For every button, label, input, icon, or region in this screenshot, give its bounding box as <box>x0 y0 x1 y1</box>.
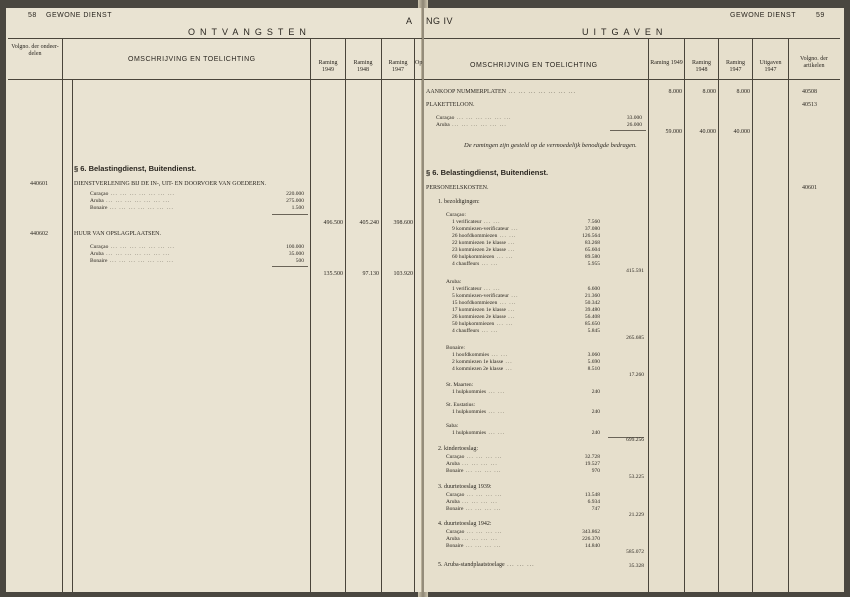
left-page <box>6 8 422 592</box>
col-head-uitgaven-1947: Uitgaven 1947 <box>759 60 782 73</box>
item-lines <box>90 191 308 212</box>
column-divider <box>345 38 346 592</box>
row-title: PERSONEELSKOSTEN. <box>426 185 489 191</box>
column-divider <box>684 38 685 592</box>
section-title-ontvangsten: ONTVANGSTEN <box>188 27 311 37</box>
section-heading-left: § 6. Belastingdienst, Buitendienst. <box>74 164 197 173</box>
sub-heading: 5. Aruba-standplaatstoelage ... ... ... <box>438 562 535 568</box>
column-divider <box>752 38 753 592</box>
table-header-rule <box>8 79 422 80</box>
item-line: Curaçao ... ... ... ... ... ... 33.000 <box>436 115 642 121</box>
staff-line: 4 chauffeurs ... ... 5.955 <box>452 261 600 267</box>
item-line: Curaçao ... ... ... ... ... ... ... 220.000 <box>90 191 304 197</box>
sub-heading: 4. duurtetoeslag 1942: <box>438 521 492 527</box>
staff-line: 23 kommiezen 2e klasse ... 65.604 <box>452 247 600 253</box>
item-title: HUUR VAN OPSLAGPLAATSEN. <box>74 231 161 237</box>
item-lines <box>90 244 308 265</box>
col-head-volgno-artikelen: Volgno. der artikelen <box>800 56 828 69</box>
column-divider <box>414 38 415 592</box>
location-heading: St. Maarten: <box>446 382 474 388</box>
allowance-lines <box>446 454 600 475</box>
allowance-line: Curaçao ... ... ... ... 343.862 <box>446 529 600 535</box>
amount-1949: 496.500 <box>323 220 343 226</box>
allowance-line: Aruba ... ... ... ... 6.934 <box>446 499 600 505</box>
amount-1949: 8.000 <box>668 89 682 95</box>
item-line: Aruba ... ... ... ... ... ... ... 35.000 <box>90 251 304 257</box>
article-number: 40508 <box>802 89 817 95</box>
allowance-line: Curaçao ... ... ... ... 13.548 <box>446 492 600 498</box>
column-divider <box>381 38 382 592</box>
sub-heading: 3. duurtetoeslag 1939: <box>438 484 492 490</box>
staff-line: 1 verificateur ... ... 7.560 <box>452 219 600 225</box>
row-title: AANKOOP NUMMERPLATEN ... ... ... ... ... ... ... <box>426 89 576 95</box>
allowance-lines <box>446 492 600 513</box>
item-line: Bonaire ... ... ... ... ... ... ... 500 <box>90 258 304 264</box>
allowance-line: Aruba ... ... ... ... 19.527 <box>446 461 600 467</box>
amount-1947: 398.600 <box>393 220 413 226</box>
subtotal: 21.229 <box>628 512 644 518</box>
col-head-omschrijving: OMSCHRIJVING EN TOELICHTING <box>128 56 256 63</box>
item-line: Bonaire ... ... ... ... ... ... ... 1.500 <box>90 205 304 211</box>
amount-1948: 405.240 <box>359 220 379 226</box>
subtotal: 265.685 <box>626 335 644 341</box>
column-divider <box>648 38 649 592</box>
staff-line: 1 hulpkommies ... ... 240 <box>452 389 600 395</box>
col-head-raming-1947: Raming 1947 <box>726 60 745 73</box>
amount-1947: 8.000 <box>736 89 750 95</box>
amount-1948: 40.000 <box>699 129 716 135</box>
allowance-line: Curaçao ... ... ... ... 32.728 <box>446 454 600 460</box>
running-head-left: GEWONE DIENST <box>46 12 113 19</box>
article-number: 40513 <box>802 102 817 108</box>
amount-1949: 135.500 <box>323 271 343 277</box>
column-divider <box>718 38 719 592</box>
col-head-raming-1948: Raming 1948 <box>353 60 373 73</box>
section-title-uitgaven: UITGAVEN <box>582 27 668 37</box>
staff-line: 26 hoofdkommiezen ... ... 126.564 <box>452 233 600 239</box>
allowance-line: Bonaire ... ... ... ... 14.840 <box>446 543 600 549</box>
staff-line: 1 hulpkommies ... ... 240 <box>452 409 600 415</box>
column-divider <box>72 79 73 592</box>
staff-line: 26 kommiezen 2e klasse ... 56.408 <box>452 314 600 320</box>
col-head-raming-1947: Raming 1947 <box>388 60 408 73</box>
staff-lines <box>452 219 600 268</box>
row-lines <box>436 115 646 129</box>
col-head-op: Op <box>415 60 423 66</box>
staff-line: 1 verificateur ... ... 6.600 <box>452 286 600 292</box>
col-head-volgno: Volgno. der ondeer-delen <box>11 44 59 57</box>
location-heading: St. Eustatius: <box>446 402 476 408</box>
amount-1948: 97.130 <box>362 271 379 277</box>
sub-heading: 2. kindertoeslag: <box>438 446 478 452</box>
staff-line: 15 hoofdkommiezen ... ... 50.342 <box>452 300 600 306</box>
right-page <box>424 8 844 592</box>
staff-line: 4 chauffeurs ... ... 5.845 <box>452 328 600 334</box>
subtotal: 415.591 <box>626 268 644 274</box>
staff-lines <box>452 286 600 335</box>
subtotal-rule <box>610 130 646 131</box>
item-line: Aruba ... ... ... ... ... ... 26.000 <box>436 122 642 128</box>
staff-line: 1 hulpkommies ... ... 240 <box>452 430 600 436</box>
row-title: PLAKETTELOON. <box>426 102 475 108</box>
staff-lines <box>452 352 600 373</box>
center-head-left: A <box>406 16 413 26</box>
col-head-raming-1948: Raming 1948 <box>692 60 711 73</box>
item-title: DIENSTVERLENING BIJ DE IN-, UIT- EN DOORVOER VAN GOEDEREN. <box>74 181 267 187</box>
location-heading: Curaçao: <box>446 212 466 218</box>
amount-1949: 59.000 <box>665 129 682 135</box>
subtotal: 35.328 <box>628 563 644 569</box>
allowance-line: Bonaire ... ... ... ... 747 <box>446 506 600 512</box>
col-head-omschrijving-right: OMSCHRIJVING EN TOELICHTING <box>470 62 598 69</box>
item-number: 440602 <box>30 231 48 237</box>
amount-1947: 103.920 <box>393 271 413 277</box>
subtotal: 53.225 <box>628 474 644 480</box>
table-header-rule <box>424 79 840 80</box>
location-heading: Aruba: <box>446 279 462 285</box>
col-head-raming-1949: Raming 1949 <box>650 60 683 66</box>
staff-line: 1 hoofdkommies ... ... 3.060 <box>452 352 600 358</box>
item-number: 440601 <box>30 181 48 187</box>
staff-line: 4 kommiezen 2e klasse ... 8.510 <box>452 366 600 372</box>
amount-1947: 40.000 <box>733 129 750 135</box>
running-head-right: GEWONE DIENST <box>730 12 797 19</box>
table-top-rule <box>8 38 422 39</box>
allowance-lines <box>446 529 600 550</box>
staff-line: 5 kommiezen-verificateur ... 21.360 <box>452 293 600 299</box>
page-number-left: 58 <box>28 12 37 19</box>
column-divider <box>310 38 311 592</box>
staff-line: 17 kommiezen 1e klasse ... 39.480 <box>452 307 600 313</box>
amount-1948: 8.000 <box>702 89 716 95</box>
col-head-raming-1949: Raming 1949 <box>318 60 338 73</box>
column-divider <box>788 38 789 592</box>
section-heading-right: § 6. Belastingdienst, Buitendienst. <box>426 168 549 177</box>
table-top-rule <box>424 38 840 39</box>
staff-line: 22 kommiezen 1e klasse ... 83.268 <box>452 240 600 246</box>
column-divider <box>62 38 63 592</box>
location-heading: Bonaire: <box>446 345 465 351</box>
location-heading: Saba: <box>446 423 459 429</box>
staff-line: 50 hulpkommiezen ... ... 85.650 <box>452 321 600 327</box>
center-head-right: NG IV <box>426 16 454 26</box>
subtotal: 699.256 <box>626 437 644 443</box>
subtotal: 17.260 <box>628 372 644 378</box>
staff-line: 9 kommiezen-verificateur ... 37.080 <box>452 226 600 232</box>
subtotal-rule <box>272 266 308 267</box>
subtotal: 585.072 <box>626 549 644 555</box>
article-number: 40601 <box>802 185 817 191</box>
allowance-line: Bonaire ... ... ... ... 970 <box>446 468 600 474</box>
item-line: Curaçao ... ... ... ... ... ... ... 100.000 <box>90 244 304 250</box>
sub-heading: 1. bezoldigingen: <box>438 199 480 205</box>
item-line: Aruba ... ... ... ... ... ... ... 275.000 <box>90 198 304 204</box>
staff-line: 60 hulpkommiezen ... ... 89.580 <box>452 254 600 260</box>
page-number-right: 59 <box>816 12 825 19</box>
subtotal-rule <box>272 214 308 215</box>
explanatory-note: De ramingen zijn gesteld op de vermoedelijk benodigde bedragen. <box>464 142 637 149</box>
staff-line: 2 kommiezen 1e klasse ... 5.690 <box>452 359 600 365</box>
allowance-line: Aruba ... ... ... ... 226.370 <box>446 536 600 542</box>
